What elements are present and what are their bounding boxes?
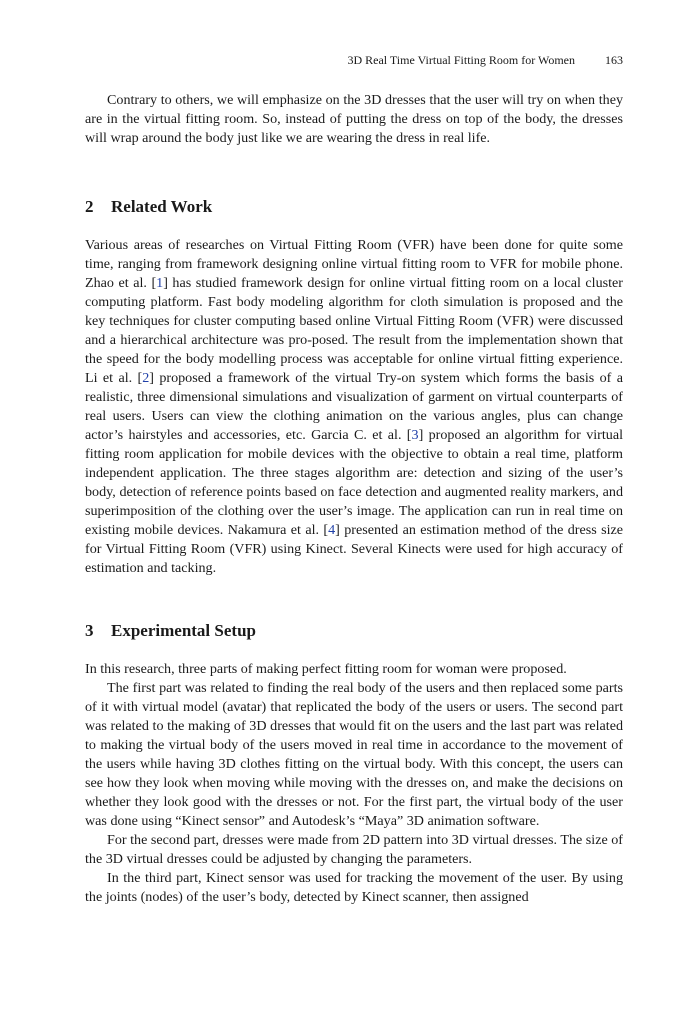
section-3-title: Experimental Setup (111, 621, 256, 640)
running-head (347, 52, 623, 68)
related-work-text-a: Various areas of researches on Virtual Fitting Room (VFR) have been done for quite some time, ranging from framework designing online virtual fitting room to VFR for mobile phone. Zhao et al. [ (85, 237, 623, 291)
running-title: 3D Real Time Virtual Fitting Room for Women (347, 53, 575, 67)
section-2-number: 2 (85, 197, 94, 216)
related-work-text-c: ] proposed a framework of the virtual Try-on system which forms the basis of a realistic, three dimensional simulations and visualization of garment on virtual counterparts of real users. Users can view the clothing animation on the various angles, plus can change actor’s hairstyles and accessories, etc. Garcia C. et al. [ (85, 370, 623, 443)
section-2-heading (85, 196, 623, 218)
section-2-heading-block (85, 196, 623, 218)
section-3-number: 3 (85, 621, 94, 640)
related-work-paragraph (85, 236, 623, 578)
citation-2-link[interactable]: 2 (142, 370, 150, 386)
setup-paragraph-2: The first part was related to finding the real body of the users and then replaced some parts of it with virtual model (avatar) that replicated the body of the users or users. The second part was related to the making of 3D dresses that would fit on the users and the last part was related to making the virtual body of the users moved in real time in accordance to the movement of the users while having 3D clothes fitting on the virtual body. With this concept, the users can see how they look when moving while moving with the dresses on, and make the decisions on whether they look good with the dresses or not. For the first part, the virtual body of the user was done using “Kinect sensor” and Autodesk’s “Maya” 3D animation software. (85, 680, 623, 829)
page-number: 163 (605, 53, 623, 67)
setup-paragraph-4: In the third part, Kinect sensor was used for tracking the movement of the user. By using the joints (nodes) of the user’s body, detected by Kinect scanner, then assigned (85, 870, 623, 905)
section-2-body (85, 236, 623, 578)
section-3-heading (85, 620, 623, 642)
citation-1-link[interactable]: 1 (156, 275, 164, 291)
setup-paragraph-1: In this research, three parts of making perfect fitting room for woman were proposed. (85, 661, 567, 677)
intro-paragraph: Contrary to others, we will emphasize on the 3D dresses that the user will try on when they are in the virtual fitting room. So, instead of putting the dress on top of the body, the dresses will wrap around the body just like we are wearing the dress in real life. (85, 92, 623, 146)
related-work-text-e: ] presented an estimation method of the dress size for Virtual Fitting Room (VFR) using Kinect. Several Kinects were used for high accuracy of estimation and tacking. (85, 522, 623, 576)
setup-paragraph-3: For the second part, dresses were made from 2D pattern into 3D virtual dresses. The size of the 3D virtual dresses could be adjusted by changing the parameters. (85, 832, 623, 867)
section-2-title: Related Work (111, 197, 213, 216)
section-3-body (85, 660, 623, 907)
citation-4-link[interactable]: 4 (328, 522, 336, 538)
citation-3-link[interactable]: 3 (411, 427, 419, 443)
related-work-text-d: ] proposed an algorithm for virtual fitting room application for mobile devices with the objective to obtain a real time, platform independent application. The three stages algorithm are: detection and sizing of the user’s body, detection of reference points based on face detection and augmented reality markers, and superimposition of the clothing over the user’s image. The application can run in real time on existing mobile devices. Nakamura et al. [ (85, 427, 624, 538)
intro-block (85, 91, 623, 148)
section-3-heading-block (85, 620, 623, 642)
related-work-text-b: ] has studied framework design for online virtual fitting room on a local cluster computing platform. Fast body modeling algorithm for cloth simulation is proposed and the key techniques for cluster computing based online Virtual Fitting Room (VFR) were discussed and a hierarchical architecture was pro-posed. The result from the implementation shown that the speed for the body modelling process was acceptable for online virtual fitting experience. Li et al. [ (85, 275, 623, 386)
